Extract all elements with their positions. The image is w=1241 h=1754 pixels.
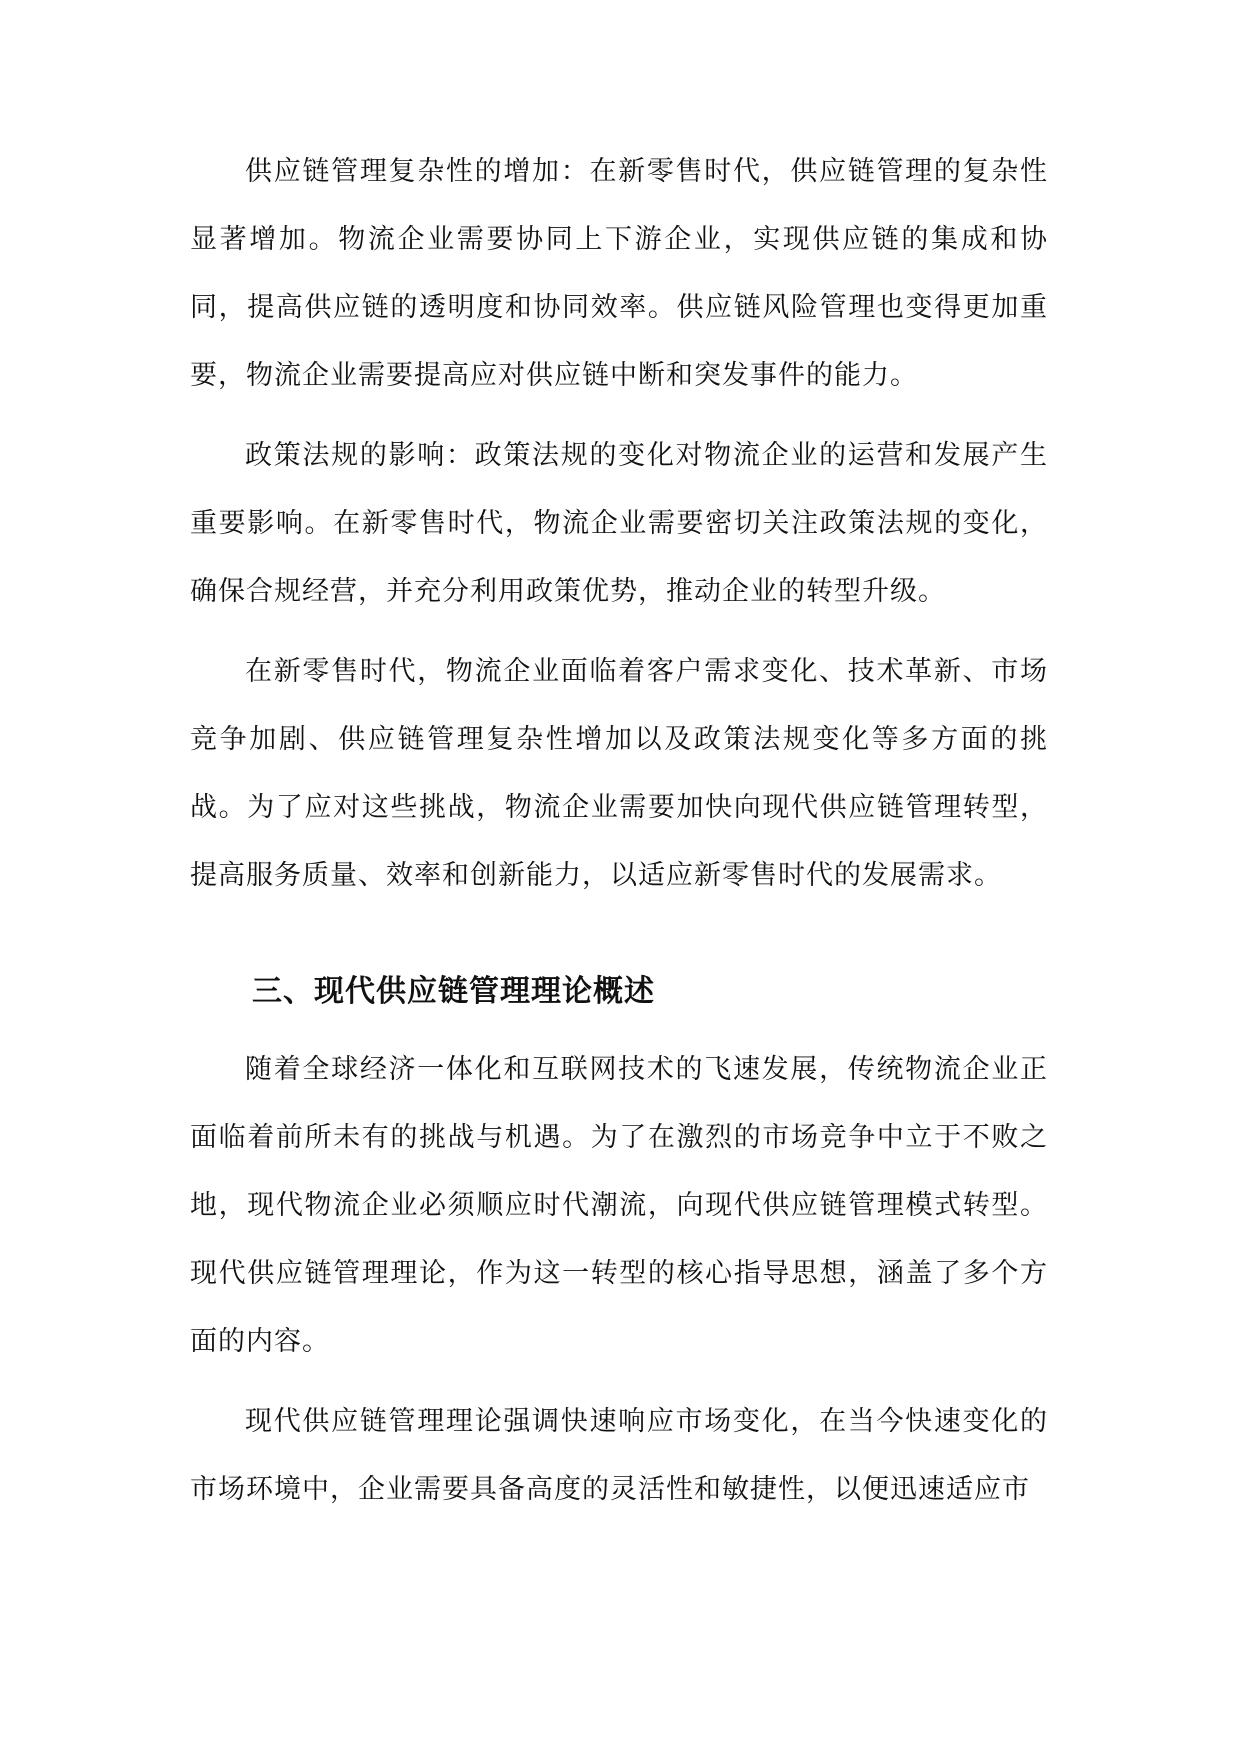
paragraph-challenges-summary: 在新零售时代，物流企业面临着客户需求变化、技术革新、市场竞争加剧、供应链管理复杂性增加以及政策法规变化等多方面的挑战。为了应对这些挑战，物流企业需要加快向现代供应链管理转型，提高服务质量、效率和创新能力，以适应新零售时代的发展需求。 bbox=[190, 656, 1048, 891]
section-heading: 三、现代供应链管理理论概述 bbox=[252, 974, 655, 1009]
paragraph-policy-impact: 政策法规的影响：政策法规的变化对物流企业的运营和发展产生重要影响。在新零售时代，物流企业需要密切关注政策法规的变化，确保合规经营，并充分利用政策优势，推动企业的转型升级。 bbox=[190, 440, 1048, 607]
paragraph-theory-intro: 随着全球经济一体化和互联网技术的飞速发展，传统物流企业正面临着前所未有的挑战与机遇。为了在激烈的市场竞争中立于不败之地，现代物流企业必须顺应时代潮流，向现代供应链管理模式转型。现代供应链管理理论，作为这一转型的核心指导思想，涵盖了多个方面的内容。 bbox=[190, 1054, 1048, 1357]
paragraph-rapid-response: 现代供应链管理理论强调快速响应市场变化，在当今快速变化的市场环境中，企业需要具备高度的灵活性和敏捷性，以便迅速适应市 bbox=[190, 1406, 1048, 1505]
document-body bbox=[190, 138, 1048, 1536]
paragraph-supply-chain-complexity: 供应链管理复杂性的增加：在新零售时代，供应链管理的复杂性显著增加。物流企业需要协同上下游企业，实现供应链的集成和协同，提高供应链的透明度和协同效率。供应链风险管理也变得更加重要，物流企业需要提高应对供应链中断和突发事件的能力。 bbox=[190, 156, 1048, 391]
